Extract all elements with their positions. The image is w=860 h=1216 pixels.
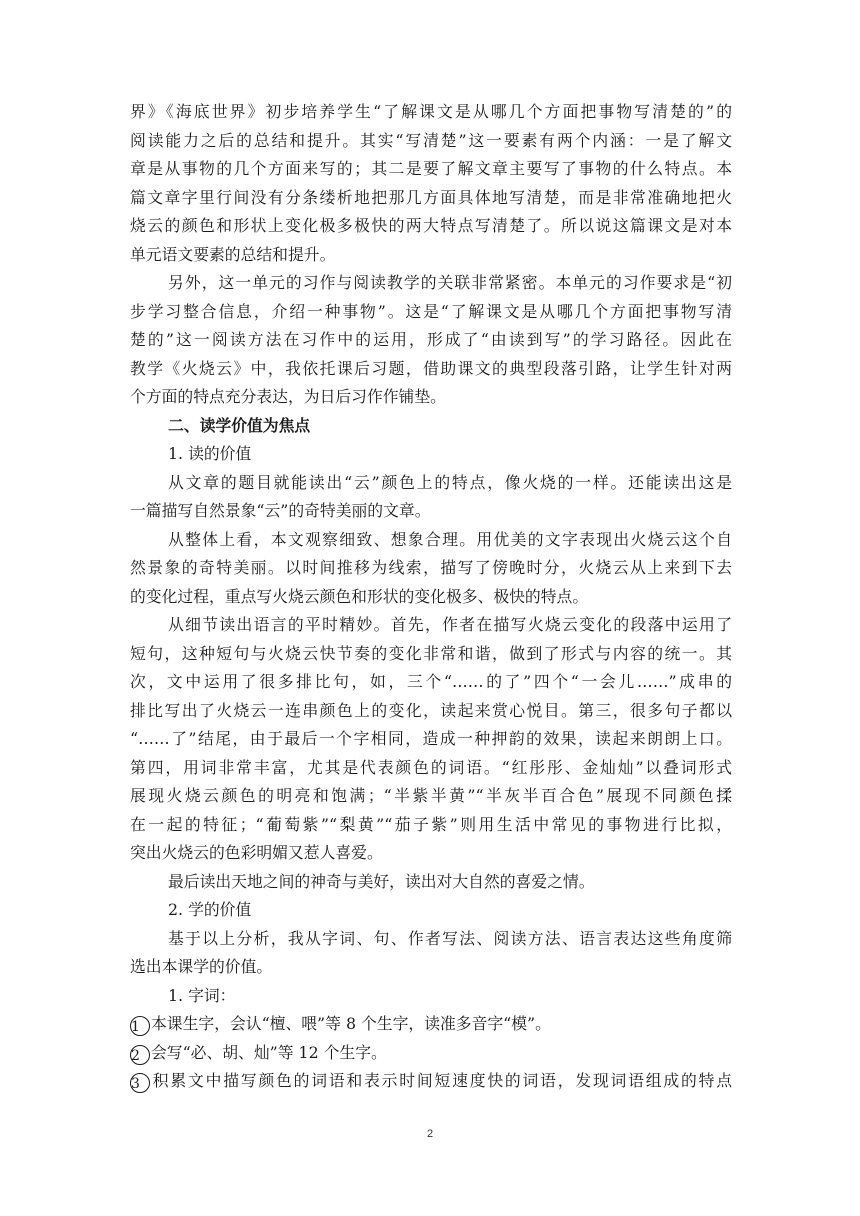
page-number: 2 [426, 1128, 434, 1140]
text-line: 第四，用词非常丰富，尤其是代表颜色的词语。“红彤彤、金灿灿”以叠词形式 [130, 757, 732, 777]
text-line: 基于以上分析，我从字词、句、作者写法、阅读方法、语言表达这些角度筛 [168, 928, 732, 948]
text-line: 在一起的特征；“葡萄紫”“梨黄”“茄子紫”则用生活中常见的事物进行比拟， [130, 814, 732, 834]
list-item-text: 会写“必、胡、灿”等 12 个生字。 [151, 1042, 387, 1062]
text-line: 楚的”这一阅读方法在习作中的运用，形成了“由读到写”的学习路径。因此在 [130, 330, 732, 349]
text-line: 一篇描写自然景象“云”的奇特美丽的文章。 [130, 501, 431, 520]
text-line: 选出本课学的价值。 [130, 957, 273, 976]
text-line: 次，文中运用了很多排比句，如，三个“……的了”四个“一会儿……”成串的 [130, 672, 732, 691]
list-item-text: 积累文中描写颜色的词语和表示时间短速度快的词语，发现词语组成的特点 [151, 1071, 732, 1090]
text-line: 最后读出天地之间的神奇与美好，读出对大自然的喜爱之情。 [168, 871, 595, 891]
circled-number-marker: 3 [130, 1073, 150, 1093]
text-line: 然景象的奇特美丽。以时间推移为线索，描写了傍晚时分，火烧云从上来到下去 [130, 558, 732, 577]
document-body [130, 100, 732, 1098]
section-heading: 二、读学价值为焦点 [168, 415, 311, 435]
text-line: 个方面的特点充分表达，为日后习作作铺垫。 [130, 387, 446, 406]
text-line: 2. 学的价值 [168, 900, 252, 919]
text-line: 界》《海底世界》初步培养学生“了解课文是从哪几个方面把事物写清楚的”的 [130, 102, 732, 121]
text-line: “……了”结尾，由于最后一个字相同，造成一种押韵的效果，读起来朗朗上口。 [130, 729, 732, 748]
text-line: 突出火烧云的色彩明媚又惹人喜爱。 [130, 843, 383, 862]
text-line: 阅读能力之后的总结和提升。其实“写清楚”这一要素有两个内涵：一是了解文 [130, 130, 732, 150]
circled-number-marker: 1 [130, 1016, 150, 1036]
text-line: 单元语文要素的总结和提升。 [130, 244, 336, 264]
text-line: 短句，这种短句与火烧云快节奏的变化非常和谐，做到了形式与内容的统一。其 [130, 643, 732, 663]
text-line: 从整体上看，本文观察细致、想象合理。用优美的文字表现出火烧云这个自 [168, 529, 732, 549]
text-line: 章是从事物的几个方面来写的；其二是要了解文章主要写了事物的什么特点。本 [130, 159, 732, 178]
numbered-list-item [130, 1012, 732, 1036]
text-line: 的变化过程，重点写火烧云颜色和形状的变化极多、极快的特点。 [130, 586, 589, 606]
text-line: 教学《火烧云》中，我依托课后习题，借助课文的典型段落引路，让学生针对两 [130, 358, 732, 378]
numbered-list-item [130, 1041, 732, 1065]
text-line: 另外，这一单元的习作与阅读教学的关联非常紧密。本单元的习作要求是“初 [168, 273, 732, 292]
text-line: 烧云的颜色和形状上变化极多极快的两大特点写清楚了。所以说这篇课文是对本 [130, 216, 732, 235]
text-line: 展现火烧云颜色的明亮和饱满；“半紫半黄”“半灰半百合色”展现不同颜色揉 [130, 786, 732, 805]
text-line: 从细节读出语言的平时精妙。首先，作者在描写火烧云变化的段落中运用了 [168, 615, 732, 634]
text-line: 步学习整合信息，介绍一种事物”。这是“了解课文是从哪几个方面把事物写清 [130, 301, 732, 321]
circled-number-marker: 2 [130, 1045, 150, 1065]
text-line: 篇文章字里行间没有分条缕析地把那几方面具体地写清楚，而是非常准确地把火 [130, 187, 732, 207]
text-line: 排比写出了火烧云一连串颜色上的变化，读起来赏心悦目。第三，很多句子都以 [130, 700, 732, 720]
text-line: 从文章的题目就能读出“云”颜色上的特点，像火烧的一样。还能读出这是 [168, 472, 732, 492]
numbered-list-item [130, 1069, 732, 1093]
text-line: 1. 字词： [168, 985, 236, 1005]
list-item-text: 本课生字，会认“檀、喂”等 8 个生字，读准多音字“模”。 [151, 1014, 551, 1033]
text-line: 1. 读的价值 [168, 444, 252, 463]
